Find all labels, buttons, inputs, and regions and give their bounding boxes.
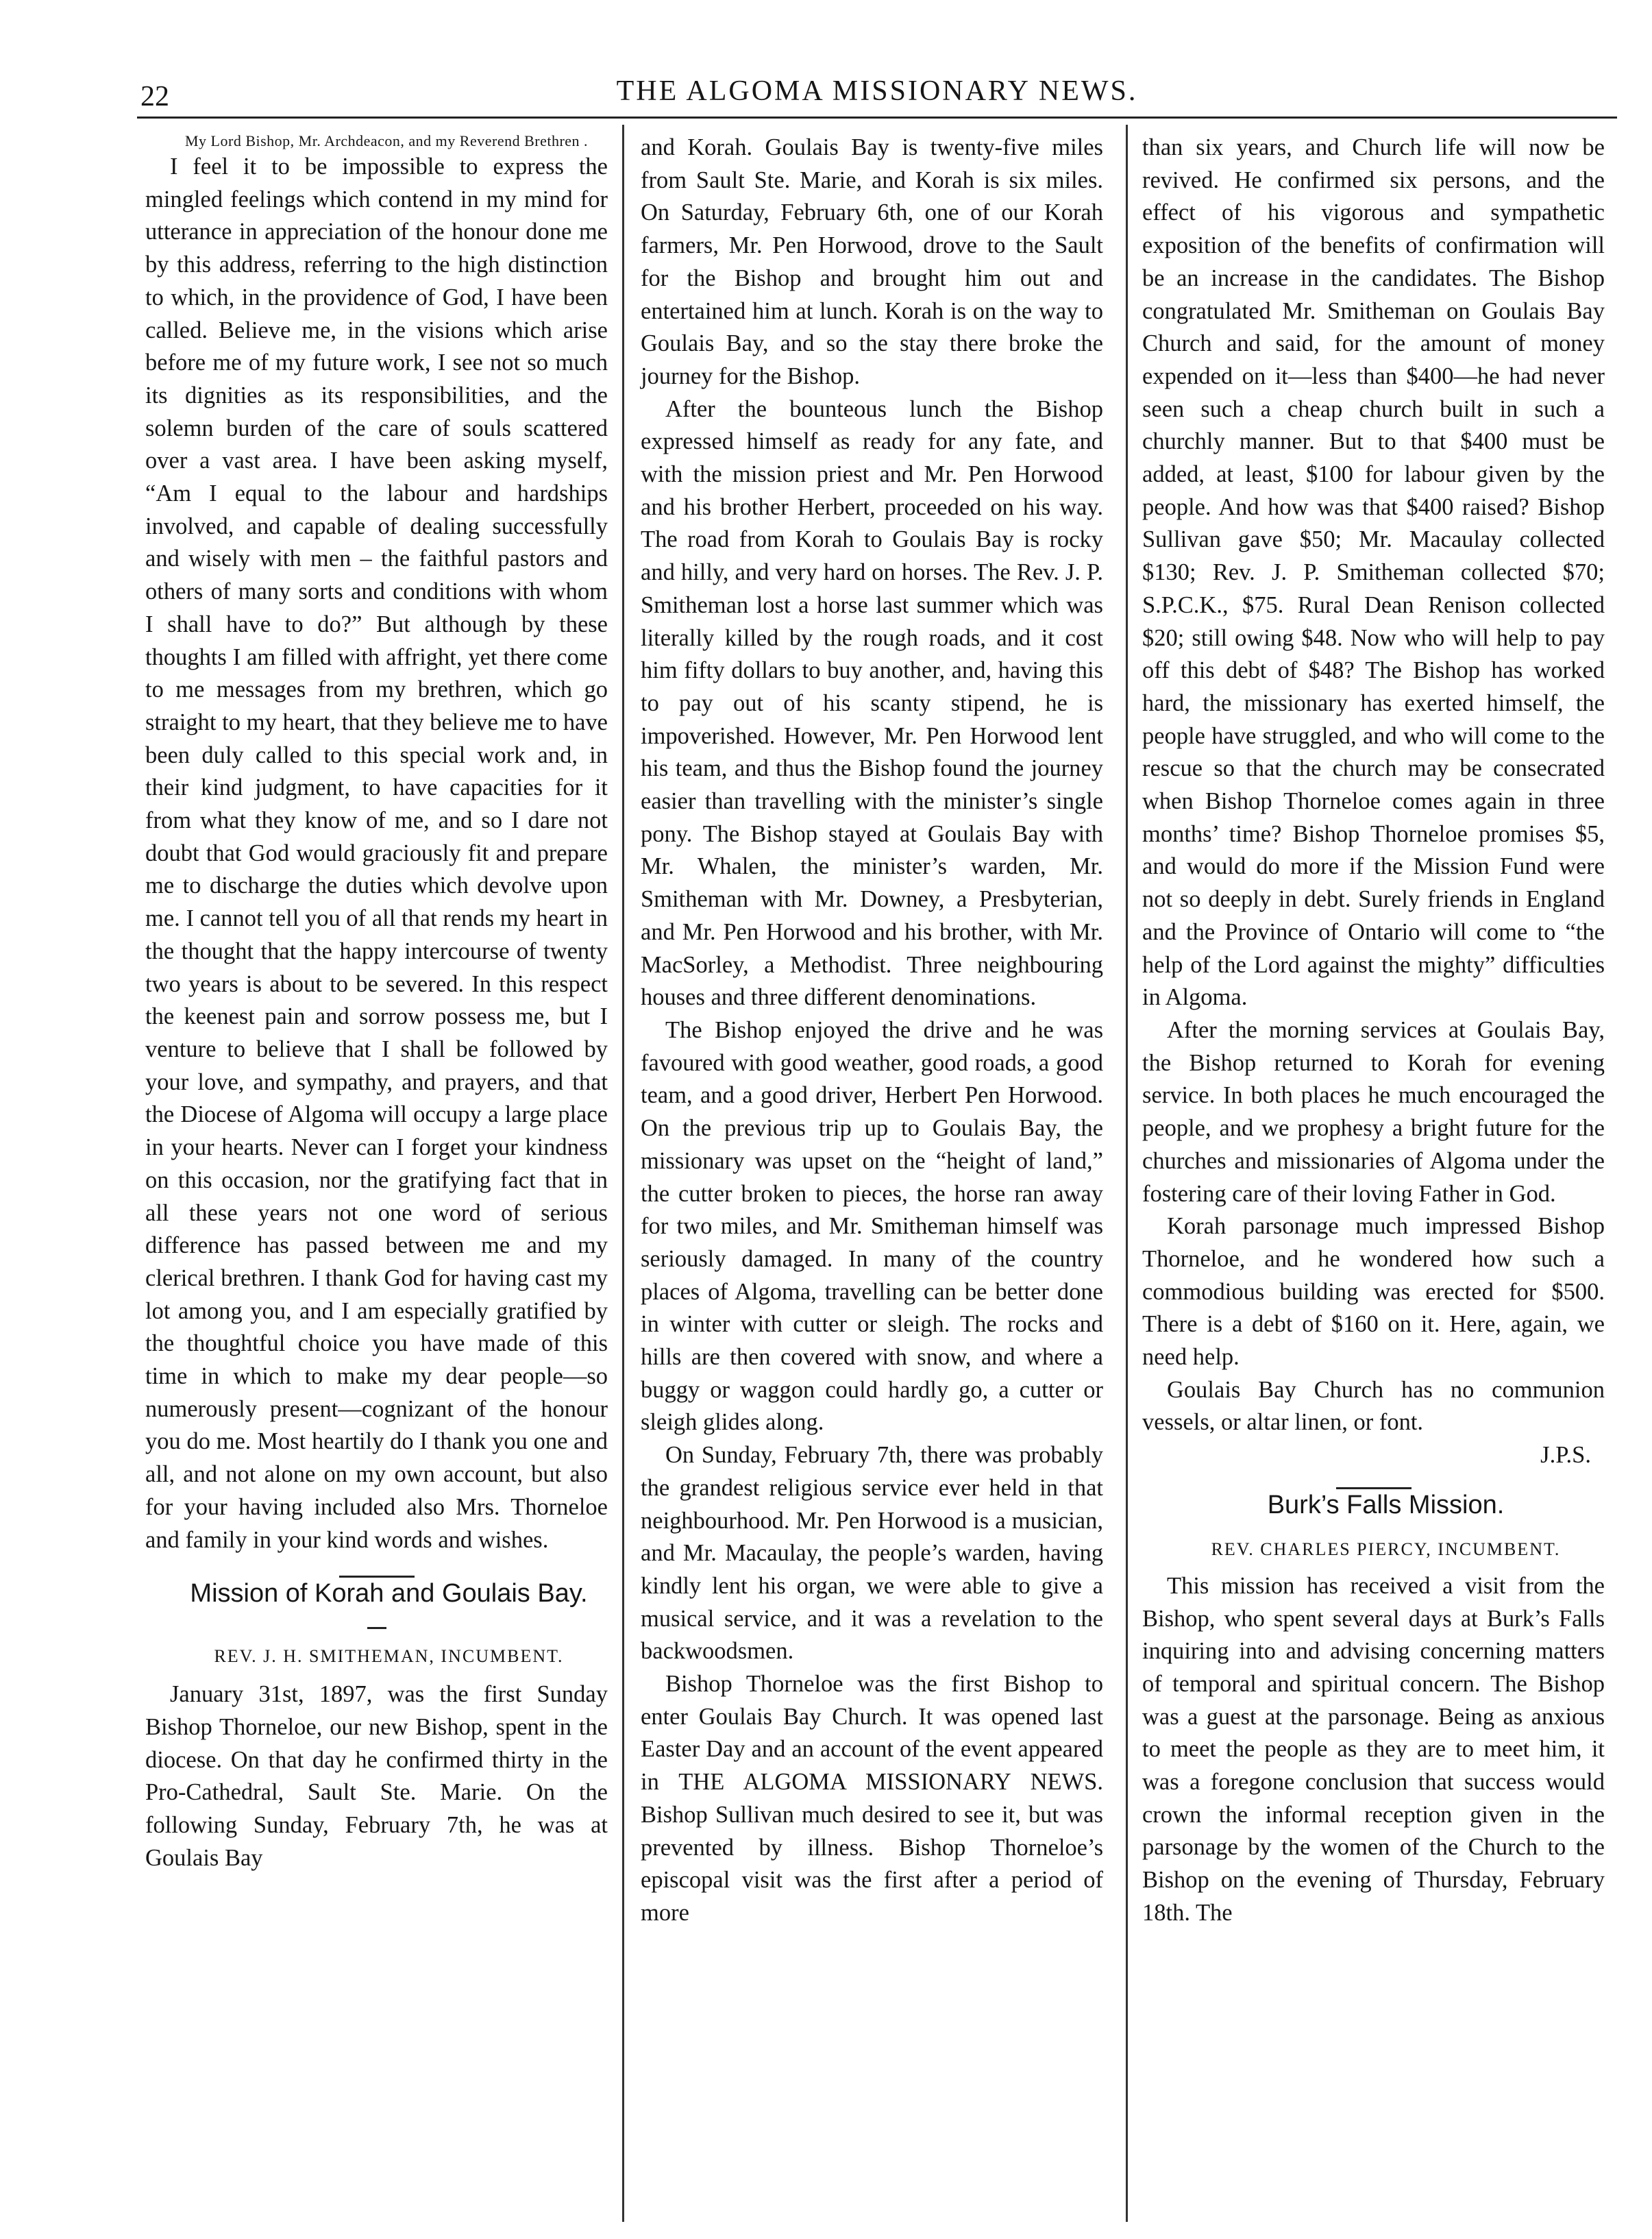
byline-korah: REV. J. H. SMITHEMAN, INCUMBENT.: [214, 1646, 564, 1667]
byline-burks-falls: REV. CHARLES PIERCY, INCUMBENT.: [1211, 1539, 1561, 1559]
column-3: [1142, 132, 1605, 1930]
section-title-burks-falls: Burk’s Falls Mission.: [1267, 1490, 1505, 1519]
signature: J.P.S.: [1540, 1442, 1591, 1469]
korah-paragraph-3: After the bounteous lunch the Bishop expressed himself as ready for any fate, and with the mission priest and Mr. Pen Horwood and his brother Herbert, proceeded on his way. The road from Korah to Goulais Bay is rocky and hilly, and very hard on horses. The Rev. J. P. Smitheman lost a horse last summer which was literally killed by the rough roads, and it cost him fifty dollars to buy another, and, having this to pay out of his scanty stipend, he is impoverished. However, Mr. Pen Horwood lent his team, and thus the Bishop found the journey easier than travelling with the minister’s single pony. The Bishop stayed at Goulais Bay with Mr. Whalen, the minister’s warden, Mr. Smitheman with Mr. Downey, a Presbyterian, and Mr. Pen Horwood and his brother, with Mr. MacSorley, a Methodist. Three neighbouring houses and three different denominations.: [641, 395, 1103, 1011]
korah-paragraph-1: January 31st, 1897, was the first Sunday Bishop Thorneloe, our new Bishop, spent in the diocese. On that day he confirmed thirty in the Pro-Cathedral, Sault Ste. Marie. On the following Sunday, February 7th, he was at Goulais Bay: [145, 1681, 608, 1871]
korah-paragraph-6: Bishop Thorneloe was the first Bishop to enter Goulais Bay Church. It was opened last Easter Day and an account of the event appeared in THE ALGOMA MISSIONARY NEWS. Bishop Sullivan much desired to see it, but was prevented by illness. Bishop Thorneloe’s episcopal visit was the first after a period of more: [641, 1671, 1103, 1926]
korah-paragraph-5: On Sunday, February 7th, there was probably the grandest religious service ever held in that neighbourhood. Mr. Pen Horwood is a musician, and Mr. Macaulay, the people’s warden, having kindly lent his organ, we were able to give a musical service, and it was a revelation to the backwoodsmen.: [641, 1442, 1103, 1665]
column-2: [641, 132, 1103, 1930]
salutation: My Lord Bishop, Mr. Archdeacon, and my Reverend Brethren .: [185, 132, 589, 149]
page-number: 22: [140, 81, 169, 112]
korah-paragraph-7: than six years, and Church life will now be revived. He confirmed six persons, and the effect of his vigorous and sympathetic exposition of the benefits of confirmation will be an increase in the candidates. The Bishop congratulated Mr. Smitheman on Goulais Bay Church and said, for the amount of money expended on it—less than $400—he had never seen such a cheap church built in such a churchly manner. But to that $400 must be added, at least, $100 for labour given by the people. And how was that $400 raised? Bishop Sullivan gave $50; Mr. Macaulay collected $130; Rev. J. P. Smitheman collected $70; S.P.C.K., $75. Rural Dean Renison collected $20; still owing $48. Now who will help to pay off this debt of $48? The Bishop has worked hard, the missionary has exerted himself, the people have struggled, and who will come to the rescue so that the church may be consecrated when Bishop Thorneloe comes again in three months’ time? Bishop Thorneloe promises $5, and would do more if the Mission Fund were not so deeply in debt. Surely friends in England and the Province of Ontario will come to “the help of the Lord against the mighty” difficulties in Algoma.: [1142, 134, 1605, 1011]
column-divider-left: [622, 125, 624, 2222]
masthead: THE ALGOMA MISSIONARY NEWS.: [616, 75, 1138, 107]
burks-falls-paragraph: This mission has received a visit from the Bishop, who spent several days at Burk’s Falls inquiring into and advising concerning matters of temporal and spiritual concern. The Bishop was a guest at the parsonage. Being as anxious to meet the people as they are to meet him, it was a foregone conclusion that success would crown the informal reception given in the parsonage by the women of the Church to the Bishop on the evening of Thursday, February 18th. The: [1142, 1572, 1605, 1926]
column-1: [145, 132, 608, 1874]
section-title-korah: Mission of Korah and Goulais Bay.: [190, 1579, 588, 1608]
korah-paragraph-2: and Korah. Goulais Bay is twenty-five miles from Sault Ste. Marie, and Korah is six miles. On Saturday, February 6th, one of our Korah farmers, Mr. Pen Horwood, drove to the Sault for the Bishop and brought him out and entertained him at lunch. Korah is on the way to Goulais Bay, and so the stay there broke the journey for the Bishop.: [641, 134, 1103, 389]
reply-paragraph: I feel it to be impossible to express the mingled feelings which contend in my mind for utterance in appreciation of the honour done me by this address, referring to the high distinction to which, in the providence of God, I have been called. Believe me, in the visions which arise before me of my future work, I see not so much its dignities as its responsibilities, and the solemn burden of the care of souls scattered over a vast area. I have been asking myself, “Am I equal to the labour and hardships involved, and capable of dealing successfully and wisely with men – the faithful pastors and others of many sorts and conditions with whom I shall have to do?” But although by these thoughts I am filled with affright, yet there come to me messages from my brethren, which go straight to my heart, that they believe me to have been duly called to this special work and, in their kind judgment, to have capacities for it from what they know of me, and so I dare not doubt that God would graciously fit and prepare me to discharge the duties which devolve upon me. I cannot tell you of all that rends my heart in the thought that the happy intercourse of twenty two years is about to be severed. In this respect the keenest pain and sorrow possess me, but I venture to believe that I shall be followed by your love, and sympathy, and prayers, and that the Diocese of Algoma will occupy a large place in your hearts. Never can I forget your kindness on this occasion, nor the gratifying fact that in all these years not one word of serious difference has passed between me and my clerical brethren. I thank God for having cast my lot among you, and I am especially gratified by the thoughtful choice you have made of this time in which to make my dear people—so numerously present—cognizant of the honour you do me. Most heartily do I thank you one and all, and not alone on my own account, but also for your having included also Mrs. Thorneloe and family in your kind words and wishes.: [145, 154, 608, 1553]
korah-paragraph-10: Goulais Bay Church has no communion vessels, or altar linen, or font.: [1142, 1376, 1605, 1436]
header-rule: [137, 117, 1617, 119]
korah-paragraph-4: The Bishop enjoyed the drive and he was favoured with good weather, good roads, a good team, and a good driver, Herbert Pen Horwood. On the previous trip up to Goulais Bay, the missionary was upset on the “height of land,” the cutter broken to pieces, the horse ran away for two miles, and Mr. Smitheman himself was seriously damaged. In many of the country places of Algoma, travelling can be better done in winter with cutter or sleigh. The rocks and hills are then covered with snow, and where a buggy or waggon could hardly go, a cutter or sleigh glides along.: [641, 1016, 1103, 1436]
korah-paragraph-8: After the morning services at Goulais Bay, the Bishop returned to Korah for evening service. In both places he much encouraged the people, and we prophesy a bright future for the churches and missionaries of Algoma under the fostering care of their loving Father in God.: [1142, 1016, 1605, 1207]
column-divider-right: [1126, 125, 1128, 2222]
korah-paragraph-9: Korah parsonage much impressed Bishop Thorneloe, and he wondered how such a commodious building was erected for $500. There is a debt of $160 on it. Here, again, we need help.: [1142, 1213, 1605, 1371]
